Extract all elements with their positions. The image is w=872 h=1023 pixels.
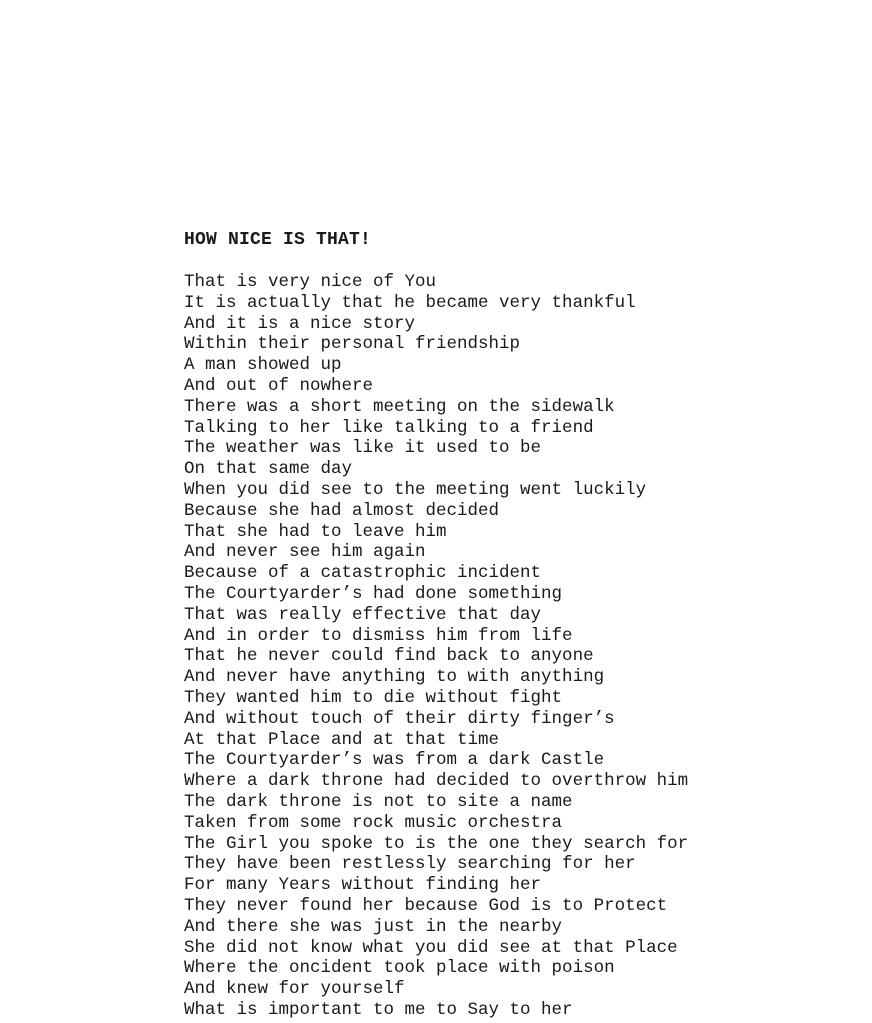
poem-line: And it is a nice story [184,313,416,334]
poem-line: The dark throne is not to site a name [184,791,573,812]
poem-line: There was a short meeting on the sidewalk [184,396,615,417]
poem-line: The Courtyarder’s was from a dark Castle [184,750,605,771]
poem-line: And without touch of their dirty finger’s [184,708,615,729]
poem-line: When you did see to the meeting went luckily [184,479,647,500]
poem-line: A man showed up [184,355,342,376]
poem-line: The Girl you spoke to is the one they search for [184,833,689,854]
poem-line: The weather was like it used to be [184,438,542,459]
poem-line: The Courtyarder’s had done something [184,583,563,604]
poem-line: For many Years without finding her [184,875,542,896]
poem-line: What is important to me to Say to her [184,999,573,1020]
poem-line: It is actually that he became very thankful [184,292,636,313]
poem-line: And knew for yourself [184,979,405,1000]
poem-line: They have been restlessly searching for her [184,854,636,875]
poem-line: That is very nice of You [184,272,437,292]
poem-line: That she had to leave him [184,521,447,542]
poem-line: On that same day [184,459,353,480]
poem [184,229,824,1021]
poem-line: She did not know what you did see at that Place [184,937,678,958]
poem-body [184,272,824,1021]
poem-line: Because she had almost decided [184,500,500,521]
poem-line: And never see him again [184,542,426,563]
poem-line: They wanted him to die without fight [184,687,563,708]
poem-line: Because of a catastrophic incident [184,563,542,584]
poem-line: Talking to her like talking to a friend [184,417,594,438]
poem-line: And there she was just in the nearby [184,916,563,937]
poem-line: And out of nowhere [184,375,374,396]
poem-line: That he never could find back to anyone [184,646,594,667]
poem-line: Where a dark throne had decided to overthrow him [184,771,689,792]
poem-line: That was really effective that day [184,604,542,625]
poem-line: Within their personal friendship [184,334,521,355]
poem-line: Where the oncident took place with poison [184,958,615,979]
poem-title: HOW NICE IS THAT! [184,230,372,250]
poem-line: At that Place and at that time [184,729,500,750]
poem-line: Taken from some rock music orchestra [184,812,563,833]
poem-line: And never have anything to with anything [184,667,605,688]
poem-line: They never found her because God is to Protect [184,895,668,916]
poem-line: And in order to dismiss him from life [184,625,573,646]
